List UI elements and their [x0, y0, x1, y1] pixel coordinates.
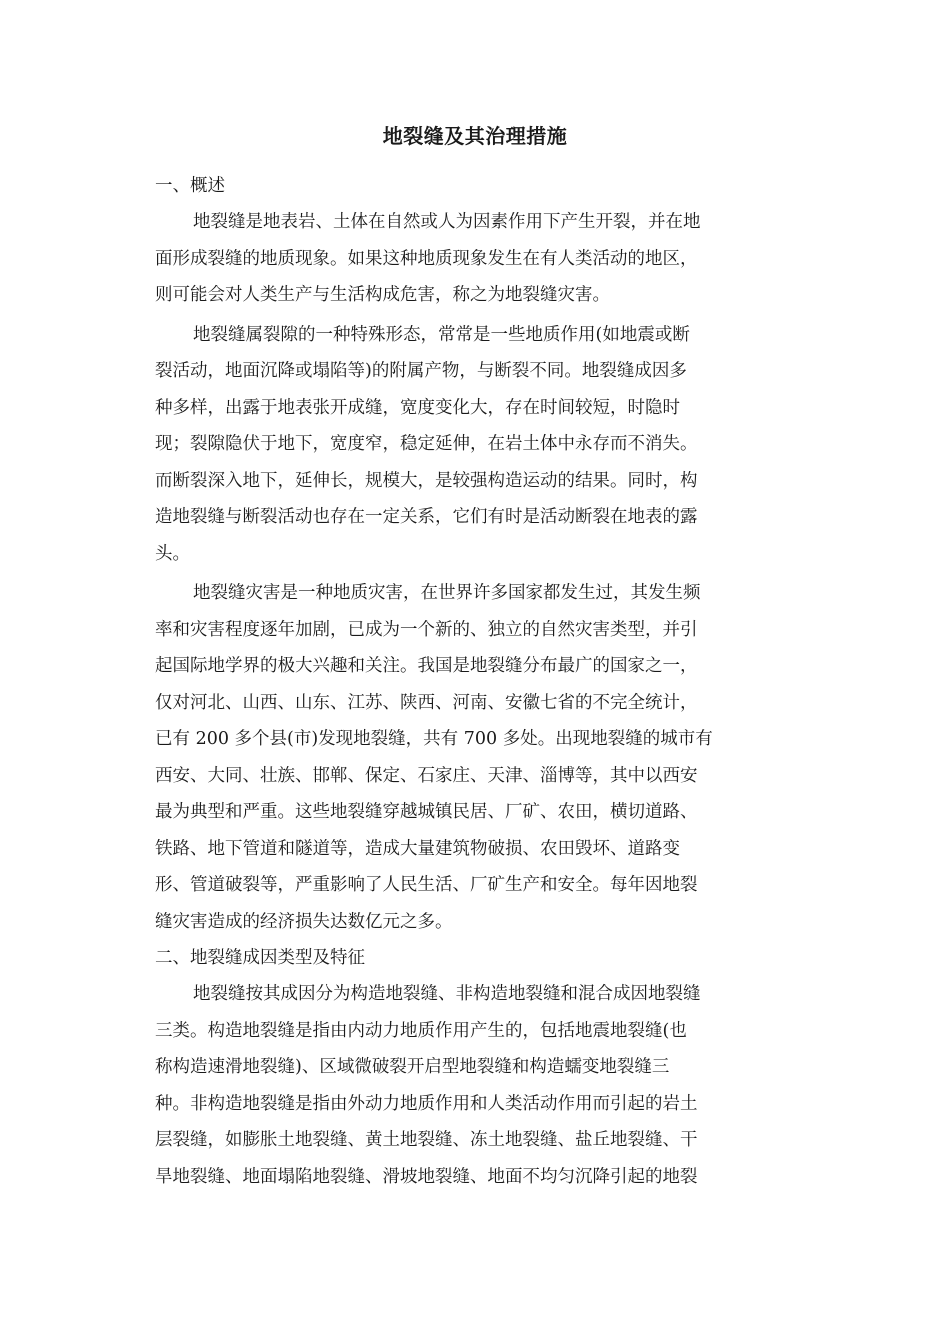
- paragraph-line: 而断裂深入地下，延伸长，规模大，是较强构造运动的结果。同时，构: [155, 470, 698, 491]
- paragraph-line: 地裂缝按其成因分为构造地裂缝、非构造地裂缝和混合成因地裂缝: [193, 984, 701, 1004]
- section-heading-types: 二、地裂缝成因类型及特征: [155, 948, 365, 968]
- paragraph-line: 率和灾害程度逐年加剧，已成为一个新的、独立的自然灾害类型，并引: [155, 619, 698, 640]
- paragraph-line: 头。: [155, 543, 190, 564]
- paragraph-classification: [155, 976, 795, 1195]
- paragraph-line: 裂活动，地面沉降或塌陷等)的附属产物，与断裂不同。地裂缝成因多: [155, 361, 687, 381]
- paragraph-line: 已有 200 多个县(市)发现地裂缝，共有 700 多处。出现地裂缝的城市有: [155, 729, 713, 749]
- paragraph-line: 最为典型和严重。这些地裂缝穿越城镇民居、厂矿、农田，横切道路、: [155, 802, 698, 822]
- paragraph-characteristics: [155, 317, 795, 573]
- paragraph-line: 种。非构造地裂缝是指由外动力地质作用和人类活动作用而引起的岩土: [155, 1093, 698, 1114]
- paragraph-line: 面形成裂缝的地质现象。如果这种地质现象发生在有人类活动的地区，: [155, 248, 698, 269]
- paragraph-line: 地裂缝属裂隙的一种特殊形态，常常是一些地质作用(如地震或断: [193, 324, 690, 345]
- paragraph-line: 起国际地学界的极大兴趣和关注。我国是地裂缝分布最广的国家之一，: [155, 656, 698, 676]
- section-heading-overview: 一、概述: [155, 176, 225, 196]
- paragraph-line: 则可能会对人类生产与生活构成危害，称之为地裂缝灾害。: [155, 285, 610, 305]
- paragraph-hazard: [155, 575, 795, 940]
- paragraph-line: 层裂缝，如膨胀土地裂缝、黄土地裂缝、冻土地裂缝、盐丘地裂缝、干: [155, 1130, 698, 1150]
- paragraph-line: 现；裂隙隐伏于地下，宽度窄，稳定延伸，在岩土体中永存而不消失。: [155, 434, 698, 454]
- paragraph-line: 缝灾害造成的经济损失达数亿元之多。: [155, 911, 453, 932]
- paragraph-line: 形、管道破裂等，严重影响了人民生活、厂矿生产和安全。每年因地裂: [155, 875, 698, 895]
- paragraph-line: 旱地裂缝、地面塌陷地裂缝、滑坡地裂缝、地面不均匀沉降引起的地裂: [155, 1166, 698, 1187]
- paragraph-line: 仅对河北、山西、山东、江苏、陕西、河南、安徽七省的不完全统计，: [155, 692, 698, 713]
- document-page: [155, 118, 795, 1195]
- paragraph-line: 造地裂缝与断裂活动也存在一定关系，它们有时是活动断裂在地表的露: [155, 507, 698, 527]
- paragraph-line: 地裂缝灾害是一种地质灾害，在世界许多国家都发生过，其发生频: [193, 583, 701, 603]
- document-title: 地裂缝及其治理措施: [382, 124, 568, 148]
- paragraph-line: 铁路、地下管道和隧道等，造成大量建筑物破损、农田毁坏、道路变: [155, 838, 680, 859]
- paragraph-line: 地裂缝是地表岩、土体在自然或人为因素作用下产生开裂，并在地: [193, 212, 701, 232]
- paragraph-line: 种多样，出露于地表张开成缝，宽度变化大，存在时间较短，时隐时: [155, 397, 680, 418]
- paragraph-line: 西安、大同、壮族、邯郸、保定、石家庄、天津、淄博等，其中以西安: [155, 765, 698, 786]
- paragraph-line: 称构造速滑地裂缝)、区域微破裂开启型地裂缝和构造蠕变地裂缝三: [155, 1057, 670, 1077]
- paragraph-definition: [155, 204, 795, 314]
- paragraph-line: 三类。构造地裂缝是指由内动力地质作用产生的，包括地震地裂缝(也: [155, 1020, 687, 1041]
